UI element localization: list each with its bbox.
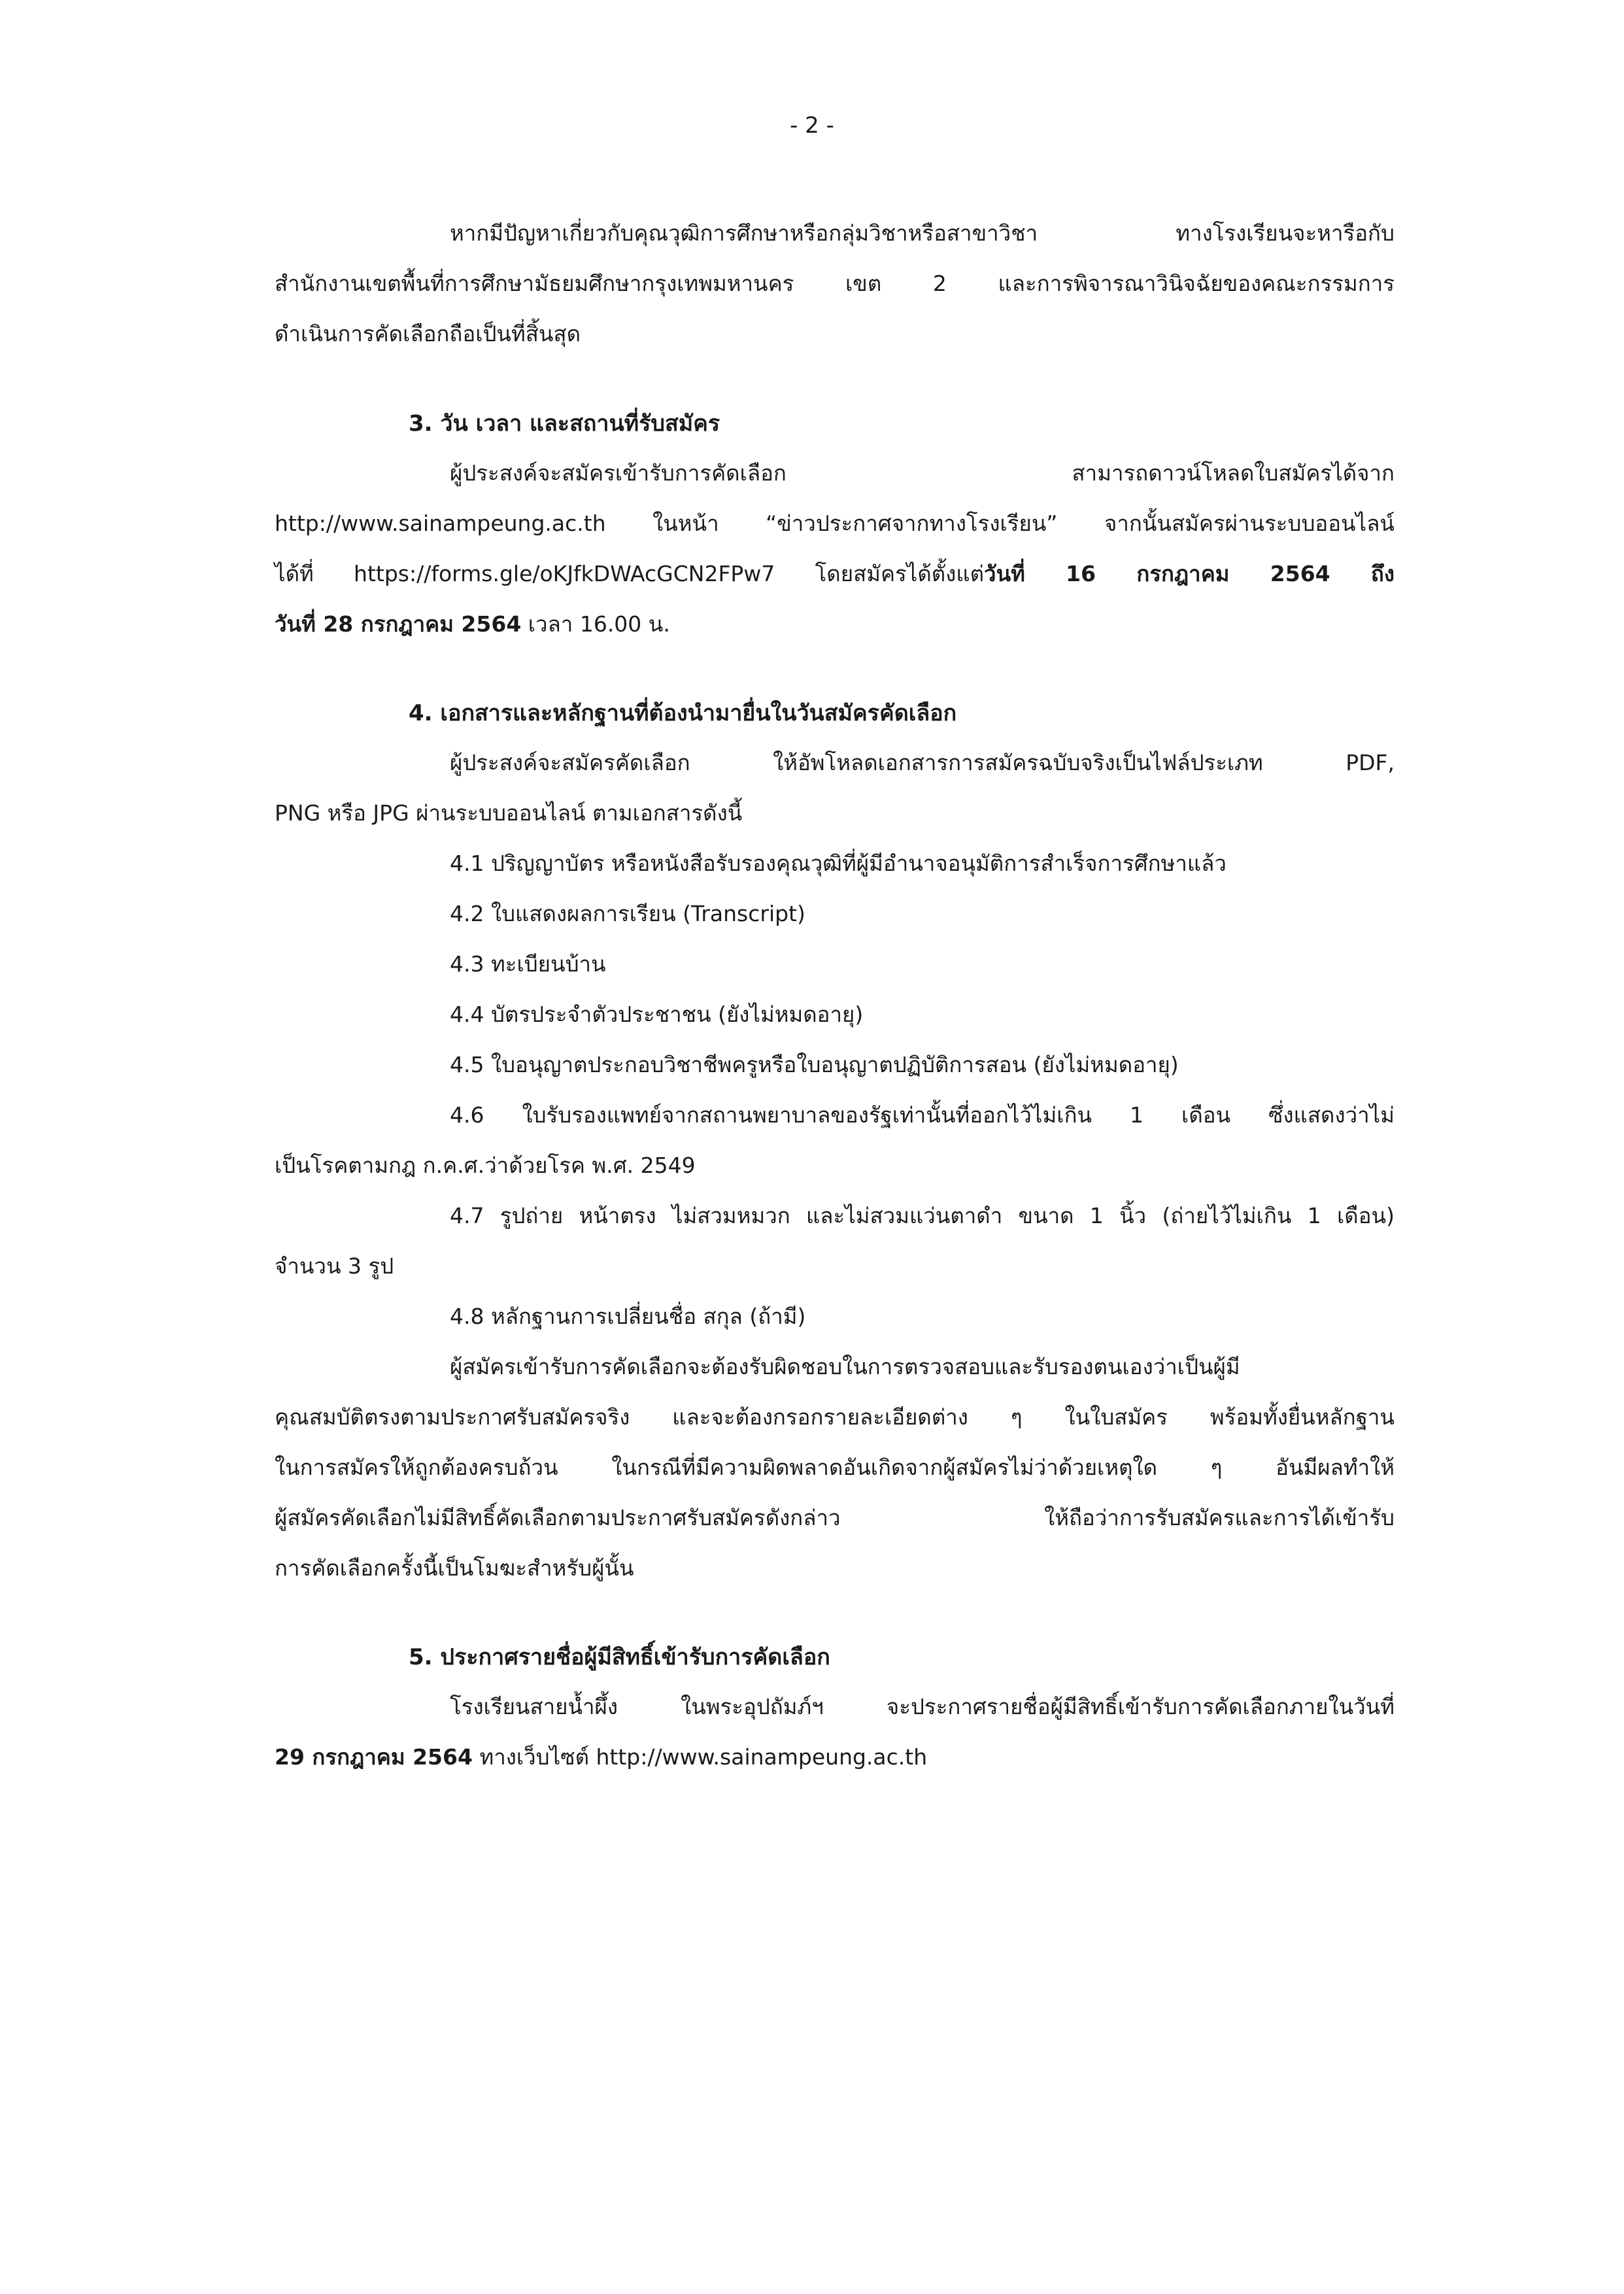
- document-item-4-2: 4.2 ใบแสดงผลการเรียน (Transcript): [450, 901, 805, 926]
- document-item-4-4: 4.4 บัตรประจำตัวประชาชน (ยังไม่หมดอายุ): [450, 1002, 864, 1027]
- section-5-heading: 5. ประกาศรายชื่อผู้มีสิทธิ์เข้ารับการคัดเลือก: [409, 1644, 830, 1670]
- section-4-para-line-5: การคัดเลือกครั้งนี้เป็นโมฆะสำหรับผู้นั้น: [275, 1555, 634, 1581]
- section-4-line-1: ผู้ประสงค์จะสมัครคัดเลือก ให้อัพโหลดเอกสารการสมัครฉบับจริงเป็นไฟล์ประเภท PDF,: [450, 750, 1395, 775]
- document-item-4-6-cont: เป็นโรคตามกฎ ก.ค.ศ.ว่าด้วยโรค พ.ศ. 2549: [275, 1153, 696, 1178]
- announcement-website: ทางเว็บไซต์ http://www.sainampeung.ac.th: [472, 1744, 928, 1770]
- section-3-line-2: http://www.sainampeung.ac.th ในหน้า “ข่าวประกาศจากทางโรงเรียน” จากนั้นสมัครผ่านระบบออนไลน์: [275, 511, 1395, 536]
- document-item-4-6: 4.6 ใบรับรองแพทย์จากสถานพยาบาลของรัฐเท่านั้นที่ออกไว้ไม่เกิน 1 เดือน ซึ่งแสดงว่าไม่: [450, 1102, 1395, 1128]
- application-start-date: วันที่ 16 กรกฎาคม 2564 ถึง: [984, 561, 1395, 586]
- application-end-time: เวลา 16.00 น.: [521, 611, 670, 637]
- announcement-date: 29 กรกฎาคม 2564: [275, 1744, 473, 1770]
- section-4-para-line-1: ผู้สมัครเข้ารับการคัดเลือกจะต้องรับผิดชอบในการตรวจสอบและรับรองตนเองว่าเป็นผู้มี: [450, 1354, 1240, 1379]
- document-item-4-1: 4.1 ปริญญาบัตร หรือหนังสือรับรองคุณวุฒิที่ผู้มีอำนาจอนุมัติการสำเร็จการศึกษาแล้ว: [450, 851, 1226, 876]
- document-item-4-7-cont: จำนวน 3 รูป: [275, 1253, 394, 1279]
- document-item-4-7: 4.7 รูปถ่าย หน้าตรง ไม่สวมหมวก และไม่สวมแว่นตาดำ ขนาด 1 นิ้ว (ถ่ายไว้ไม่เกิน 1 เดือน): [450, 1203, 1395, 1228]
- document-item-4-3: 4.3 ทะเบียนบ้าน: [450, 951, 606, 977]
- application-end-date: วันที่ 28 กรกฎาคม 2564: [275, 611, 522, 637]
- document-item-4-5: 4.5 ใบอนุญาตประกอบวิชาชีพครูหรือใบอนุญาตปฏิบัติการสอน (ยังไม่หมดอายุ): [450, 1052, 1179, 1077]
- section-3-heading: 3. วัน เวลา และสถานที่รับสมัคร: [409, 411, 720, 437]
- section-5-line-1: โรงเรียนสายน้ำผึ้ง ในพระอุปถัมภ์ฯ จะประกาศรายชื่อผู้มีสิทธิ์เข้ารับการคัดเลือกภายในวันที่: [450, 1694, 1395, 1719]
- section-4-para-line-4: ผู้สมัครคัดเลือกไม่มีสิทธิ์คัดเลือกตามประกาศรับสมัครดังกล่าว ให้ถือว่าการรับสมัครและการได้เข้ารับ: [275, 1505, 1395, 1530]
- section-4-heading: 4. เอกสารและหลักฐานที่ต้องนำมายื่นในวันสมัครคัดเลือก: [409, 700, 957, 726]
- document-item-4-8: 4.8 หลักฐานการเปลี่ยนชื่อ สกุล (ถ้ามี): [450, 1304, 806, 1329]
- intro-line-1: หากมีปัญหาเกี่ยวกับคุณวุฒิการศึกษาหรือกลุ่มวิชาหรือสาขาวิชา ทางโรงเรียนจะหารือกับ: [450, 220, 1395, 246]
- section-3-line-1: ผู้ประสงค์จะสมัครเข้ารับการคัดเลือก สามารถดาวน์โหลดใบสมัครได้จาก: [450, 460, 1395, 486]
- section-3-line-3-text: ได้ที่ https://forms.gle/oKJfkDWAcGCN2FPw7 โดยสมัครได้ตั้งแต่: [275, 561, 985, 586]
- section-4-line-2: PNG หรือ JPG ผ่านระบบออนไลน์ ตามเอกสารดังนี้: [275, 800, 743, 826]
- section-3-line-3: [275, 556, 1395, 591]
- section-4-para-line-3: ในการสมัครให้ถูกต้องครบถ้วน ในกรณีที่มีความผิดพลาดอันเกิดจากผู้สมัครไม่ว่าด้วยเหตุใด ๆ อันมีผลทำให้: [275, 1455, 1395, 1480]
- intro-line-2: สำนักงานเขตพื้นที่การศึกษามัธยมศึกษากรุงเทพมหานคร เขต 2 และการพิจารณาวินิจฉัยของคณะกรรมการ: [275, 271, 1395, 296]
- section-5-line-2: [275, 1740, 927, 1774]
- intro-line-3: ดำเนินการคัดเลือกถือเป็นที่สิ้นสุด: [275, 321, 581, 346]
- section-4-para-line-2: คุณสมบัติตรงตามประกาศรับสมัครจริง และจะต้องกรอกรายละเอียดต่าง ๆ ในใบสมัคร พร้อมทั้งยื่นหลักฐาน: [275, 1404, 1395, 1430]
- page-number: - 2 -: [790, 112, 834, 139]
- section-3-line-4: [275, 607, 670, 641]
